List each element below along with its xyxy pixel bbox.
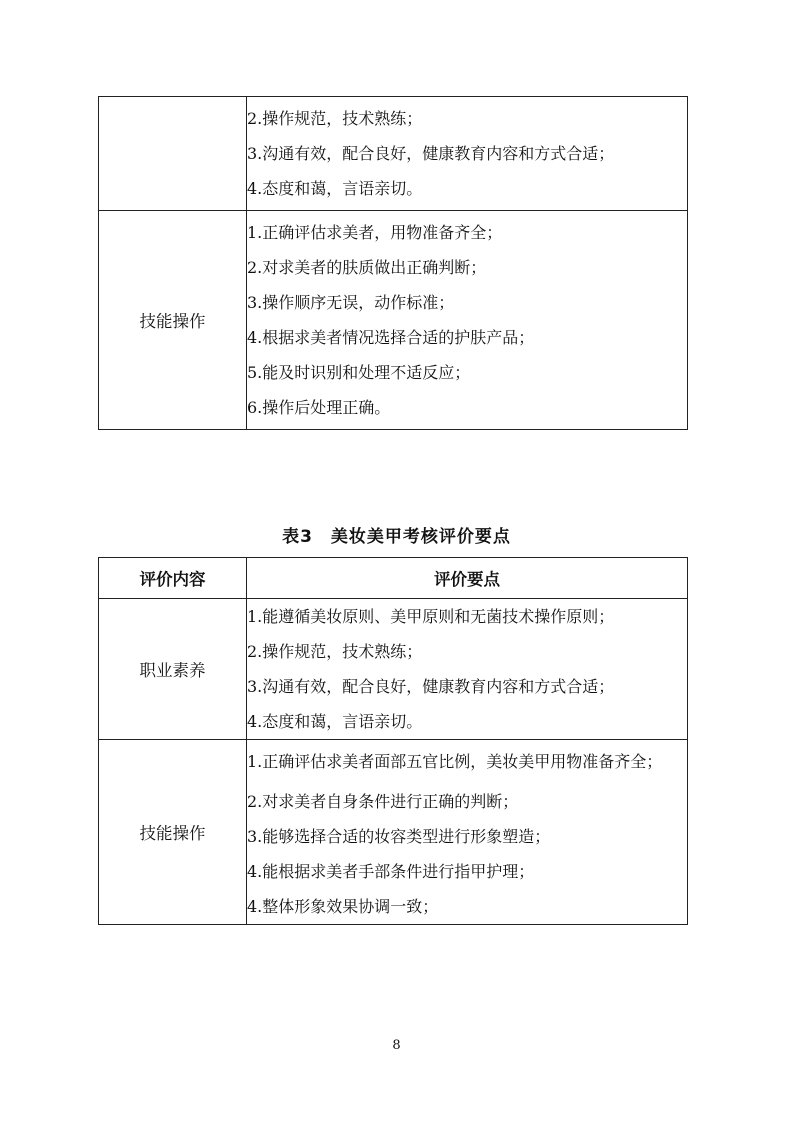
list-item: 2.对求美者自身条件进行正确的判断；	[247, 792, 519, 811]
evaluation-points	[247, 97, 688, 211]
list-item: 2.操作规范，技术熟练；	[247, 642, 423, 661]
table-row	[99, 599, 688, 740]
makeup-manicure-evaluation-table	[98, 557, 688, 925]
list-item: 2.操作规范，技术熟练；	[247, 109, 423, 128]
list-item: 1.能遵循美妆原则、美甲原则和无菌技术操作原则；	[247, 607, 615, 626]
list-item: 4.根据求美者情况选择合适的护肤产品；	[247, 328, 535, 347]
table-header-row	[99, 558, 688, 599]
table-row	[99, 97, 688, 211]
table-row	[99, 740, 688, 925]
table-row	[99, 211, 688, 430]
list-item: 4.态度和蔼，言语亲切。	[247, 179, 423, 198]
list-item: 4.能根据求美者手部条件进行指甲护理；	[247, 862, 535, 881]
list-item: 3.沟通有效，配合良好，健康教育内容和方式合适；	[247, 677, 615, 696]
list-item: 1.正确评估求美者，用物准备齐全；	[247, 223, 503, 242]
row-label: 技能操作	[99, 740, 247, 925]
evaluation-points	[247, 740, 688, 925]
row-label: 职业素养	[99, 599, 247, 740]
list-item: 3.沟通有效，配合良好，健康教育内容和方式合适；	[247, 144, 615, 163]
row-label: 技能操作	[99, 211, 247, 430]
list-item: 3.操作顺序无误，动作标准；	[247, 293, 455, 312]
list-item: 6.操作后处理正确。	[247, 398, 391, 417]
list-item: 4.态度和蔼，言语亲切。	[247, 712, 423, 731]
evaluation-points	[247, 599, 688, 740]
row-label	[99, 97, 247, 211]
list-item: 5.能及时识别和处理不适反应；	[247, 363, 471, 382]
table-title: 表3 美妆美甲考核评价要点	[282, 527, 511, 547]
continued-evaluation-table	[98, 96, 688, 430]
list-item: 4.整体形象效果协调一致；	[247, 897, 439, 916]
list-item: 3.能够选择合适的妆容类型进行形象塑造；	[247, 827, 551, 846]
list-item: 2.对求美者的肤质做出正确判断；	[247, 258, 487, 277]
header-evaluation-points: 评价要点	[247, 558, 688, 599]
page-number: 8	[392, 1038, 401, 1053]
header-evaluation-content: 评价内容	[99, 558, 247, 599]
evaluation-points	[247, 211, 688, 430]
list-item: 1.正确评估求美者面部五官比例，美妆美甲用物准备齐全；	[247, 752, 663, 771]
